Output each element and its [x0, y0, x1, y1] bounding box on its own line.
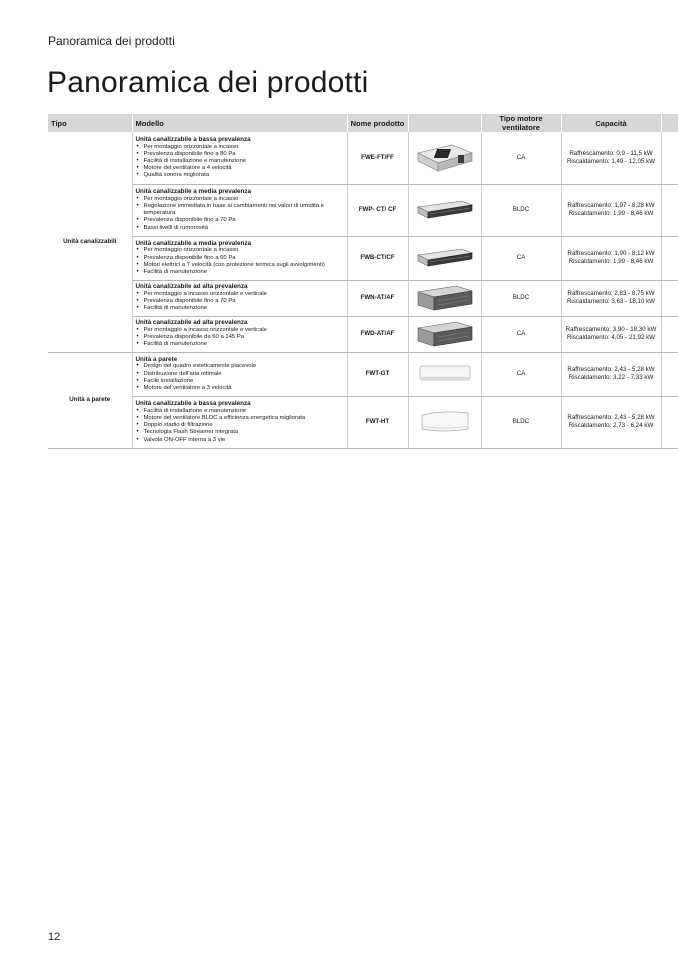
page-title: Panoramica dei prodotti [47, 66, 369, 99]
capacity-cell [561, 352, 661, 396]
fan-motor-type: BLDC [481, 184, 561, 236]
page-number: 12 [48, 931, 61, 943]
capacity-line: Riscaldamento: 1,49 - 12,05 kW [566, 157, 656, 165]
model-title: Unità canalizzabile a bassa prevalenza [135, 135, 251, 143]
fan-motor-type: CA [481, 316, 561, 352]
feature-list [136, 144, 344, 180]
capacity-cell [561, 184, 661, 236]
extra-cell [661, 396, 678, 448]
feature-item: • Per montaggio a incasso orizzontale e verticale [136, 327, 344, 334]
model-cell [132, 236, 347, 280]
table-row [48, 396, 678, 448]
column-header-modello: Modello [132, 114, 347, 132]
table-row [48, 132, 678, 184]
product-overview-table [48, 114, 678, 449]
capacity-line: Raffrescamento: 1,97 - 8,28 kW [567, 202, 655, 210]
ducted-unit-open-icon [412, 141, 478, 175]
feature-item: • Prevalenza disponibile fino a 80 Pa [136, 151, 344, 158]
tipo-cell: Unità a parete [48, 352, 132, 448]
model-cell [132, 396, 347, 448]
feature-item: • Per montaggio a incasso orizzontale e verticale [136, 291, 344, 298]
model-title: Unità canalizzabile ad alta prevalenza [135, 319, 248, 327]
model-title: Unità canalizzabile ad alta prevalenza [135, 283, 248, 291]
capacity-cell [561, 132, 661, 184]
column-header-capacita: Capacità [561, 114, 661, 132]
capacity-cell [561, 316, 661, 352]
feature-item: • Facilità di manutenzione [136, 305, 344, 312]
column-header-nome-prodotto: Nome prodotto [347, 114, 408, 132]
feature-item: • Facilità di installazione e manutenzione [136, 408, 344, 415]
feature-item: • Motori elettrici a 7 velocità (con protezione termica sugli avvolgimenti) [136, 262, 344, 269]
model-cell [132, 352, 347, 396]
feature-item: • Per montaggio orizzontale a incasso [136, 247, 344, 254]
feature-item: • Motore del ventilatore BLDC a efficienza energetica migliorata [136, 415, 344, 422]
feature-item: • Prevalenza disponibile da 60 a 145 Pa [136, 334, 344, 341]
capacity-line: Riscaldamento: 3,63 - 18,10 kW [566, 298, 656, 305]
fan-motor-type: CA [481, 132, 561, 184]
table-header-row [48, 114, 678, 132]
product-image-cell [408, 352, 481, 396]
model-title: Unità a parete [135, 355, 178, 363]
product-name: FWD-AT/AF [347, 316, 408, 352]
feature-item: • Qualità sonora migliorata [136, 172, 344, 179]
feature-item: • Per montaggio orizzontale a incasso [136, 144, 344, 151]
capacity-cell [561, 280, 661, 316]
feature-item: • Per montaggio orizzontale a incasso [136, 196, 344, 203]
capacity-line: Raffrescamento: 2,43 - 5,28 kW [567, 366, 655, 374]
feature-item: • Facile installazione [136, 378, 344, 385]
fan-motor-type: BLDC [481, 280, 561, 316]
column-header-tipo: Tipo [48, 114, 132, 132]
ducted-unit-box-icon [412, 283, 478, 313]
capacity-line: Riscaldamento: 1,99 - 8,46 kW [568, 210, 654, 217]
feature-list [136, 196, 344, 232]
extra-cell [661, 352, 678, 396]
feature-item: • Motore del ventilatore a 4 velocità [136, 165, 344, 172]
product-image-cell [408, 184, 481, 236]
running-header: Panoramica dei prodotti [48, 34, 175, 48]
product-image-cell [408, 280, 481, 316]
ducted-unit-slim-icon [412, 197, 478, 223]
model-cell [132, 280, 347, 316]
capacity-line: Raffrescamento: 2,83 - 8,75 kW [567, 290, 655, 298]
capacity-cell [561, 236, 661, 280]
capacity-cell [561, 396, 661, 448]
feature-list [136, 408, 344, 444]
capacity-line: Riscaldamento: 2,73 - 6,24 kW [568, 422, 654, 429]
ducted-unit-box-icon [412, 319, 478, 349]
table-row [48, 352, 678, 396]
capacity-line: Riscaldamento: 1,99 - 8,46 kW [568, 258, 654, 265]
model-title: Unità canalizzabile a media prevalenza [135, 188, 251, 196]
product-image-cell [408, 396, 481, 448]
column-header-extra [661, 114, 678, 132]
product-image-cell [408, 132, 481, 184]
fan-motor-type: BLDC [481, 396, 561, 448]
feature-item: • Doppio stadio di filtrazione [136, 422, 344, 429]
feature-list [136, 327, 344, 349]
feature-item: • Regolazione immediata in base ai cambiamenti nei valori di umidità e temperatura [136, 203, 344, 217]
model-title: Unità canalizzabile a media prevalenza [135, 239, 251, 247]
wall-unit-curved-icon [412, 407, 478, 437]
extra-cell [661, 184, 678, 236]
capacity-line: Raffrescamento: 1,90 - 8,12 kW [567, 250, 655, 258]
model-cell [132, 132, 347, 184]
feature-item: • Facilità di manutenzione [136, 341, 344, 348]
feature-item: • Bassi livelli di rumorosità [136, 225, 344, 232]
column-header-image [408, 114, 481, 132]
product-name: FWN-AT/AF [347, 280, 408, 316]
table-row [48, 316, 678, 352]
feature-item: • Tecnologia Flash Streamer integrata [136, 429, 344, 436]
product-image-cell [408, 236, 481, 280]
extra-cell [661, 236, 678, 280]
feature-item: • Prevalenza disponibile fino a 60 Pa [136, 255, 344, 262]
table-row [48, 280, 678, 316]
model-cell [132, 184, 347, 236]
feature-item: • Design del quadro esteticamente piacevole [136, 363, 344, 370]
extra-cell [661, 316, 678, 352]
fan-motor-type: CA [481, 236, 561, 280]
extra-cell [661, 280, 678, 316]
fan-motor-type: CA [481, 352, 561, 396]
extra-cell [661, 132, 678, 184]
feature-item: • Motore del ventilatore a 3 velocità [136, 385, 344, 392]
feature-list [136, 363, 344, 392]
capacity-line: Raffrescamento: 3,90 - 18,30 kW [565, 326, 657, 334]
feature-list [136, 247, 344, 276]
product-name: FWP- CT/ CF [347, 184, 408, 236]
table-row [48, 184, 678, 236]
product-name: FWT-HT [347, 396, 408, 448]
feature-item: • Prevalenza disponibile fino a 70 Pa [136, 217, 344, 224]
feature-item: • Prevalenza disponibile fino a 70 Pa [136, 298, 344, 305]
feature-item: • Valvola ON-OFF interna a 3 vie [136, 437, 344, 444]
tipo-cell: Unità canalizzabili [48, 132, 132, 352]
feature-list [136, 291, 344, 313]
product-image-cell [408, 316, 481, 352]
feature-item: • Facilità di manutenzione [136, 269, 344, 276]
capacity-line: Raffrescamento: 2,43 - 5,28 kW [567, 414, 655, 422]
capacity-line: Riscaldamento: 4,05 - 21,92 kW [566, 334, 656, 341]
column-header-tipo-motore: Tipo motore ventilatore [481, 114, 561, 132]
wall-unit-icon [412, 362, 478, 386]
product-name: FWT-GT [347, 352, 408, 396]
ducted-unit-slim-icon [412, 245, 478, 271]
product-name: FWE-FT/FF [347, 132, 408, 184]
feature-item: • Distribuzione dell'aria ottimale [136, 371, 344, 378]
table-row [48, 236, 678, 280]
capacity-line: Raffrescamento: 0,9 - 11,5 kW [569, 150, 653, 158]
model-title: Unità canalizzabile a bassa prevalenza [135, 400, 251, 408]
capacity-line: Riscaldamento: 3,22 - 7,33 kW [568, 374, 654, 381]
model-cell [132, 316, 347, 352]
table-body [48, 132, 678, 448]
feature-item: • Facilità di installazione e manutenzione [136, 158, 344, 165]
product-name: FWB-CT/CF [347, 236, 408, 280]
